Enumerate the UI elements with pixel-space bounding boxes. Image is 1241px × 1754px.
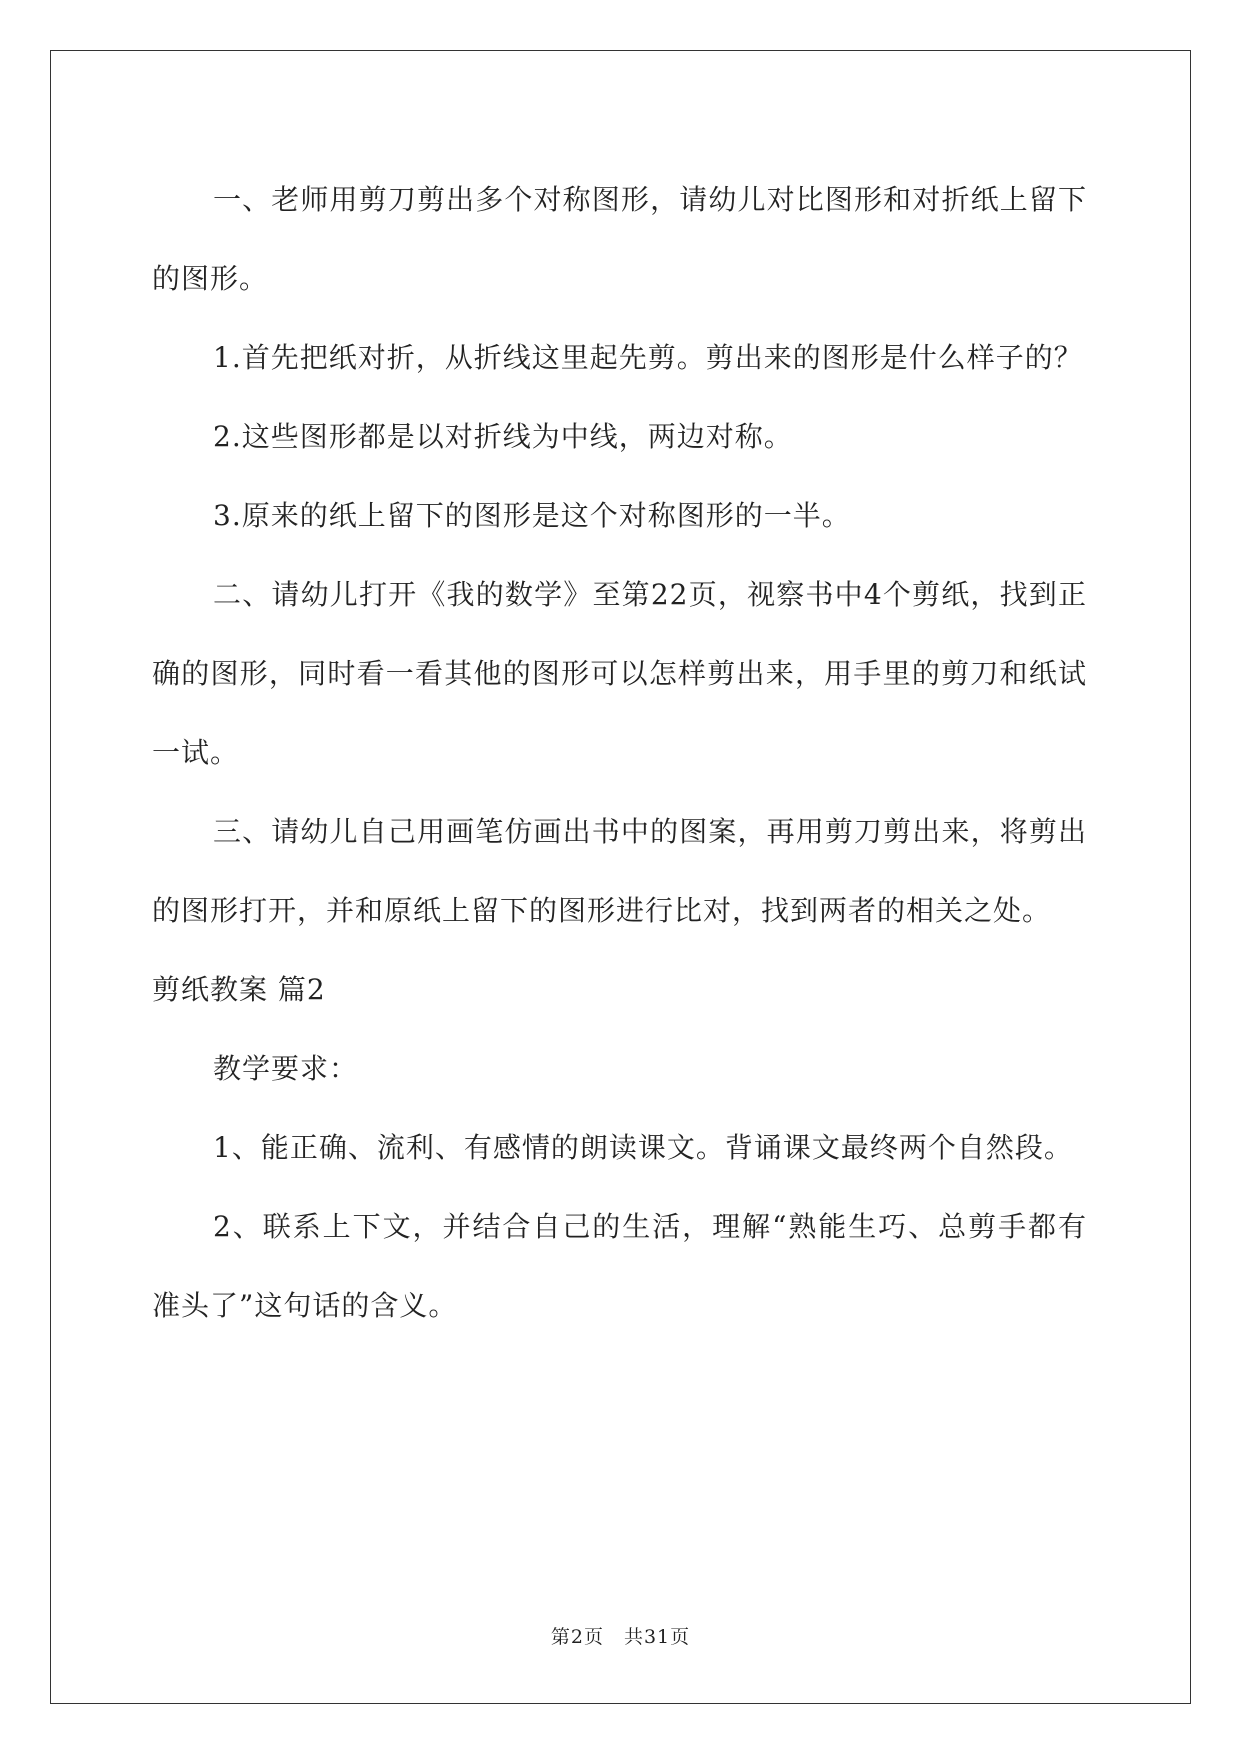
paragraph-requirement-2: 2、联系上下文，并结合自己的生活，理解“熟能生巧、总剪手都有准头了”这句话的含义。 [152, 1210, 1087, 1322]
page-number-footer: 第2页 共31页 [550, 1626, 691, 1648]
paragraph-2: 1.首先把纸对折，从折线这里起先剪。剪出来的图形是什么样子的？ [213, 341, 1083, 374]
paragraph-teaching-requirements: 教学要求： [213, 1052, 359, 1085]
paragraph-3: 2.这些图形都是以对折线为中线，两边对称。 [213, 420, 793, 453]
paragraph-4: 3.原来的纸上留下的图形是这个对称图形的一半。 [213, 499, 851, 532]
document-body [152, 160, 1087, 1345]
paragraph-requirement-1: 1、能正确、流利、有感情的朗读课文。背诵课文最终两个自然段。 [213, 1131, 1073, 1164]
paragraph-6: 三、请幼儿自己用画笔仿画出书中的图案，再用剪刀剪出来，将剪出的图形打开，并和原纸上留下的图形进行比对，找到两者的相关之处。 [152, 815, 1087, 927]
section-heading: 剪纸教案 篇2 [152, 973, 326, 1006]
paragraph-5: 二、请幼儿打开《我的数学》至第22页，视察书中4个剪纸，找到正确的图形，同时看一看其他的图形可以怎样剪出来，用手里的剪刀和纸试一试。 [152, 578, 1087, 769]
paragraph-1: 一、老师用剪刀剪出多个对称图形，请幼儿对比图形和对折纸上留下的图形。 [152, 183, 1087, 295]
